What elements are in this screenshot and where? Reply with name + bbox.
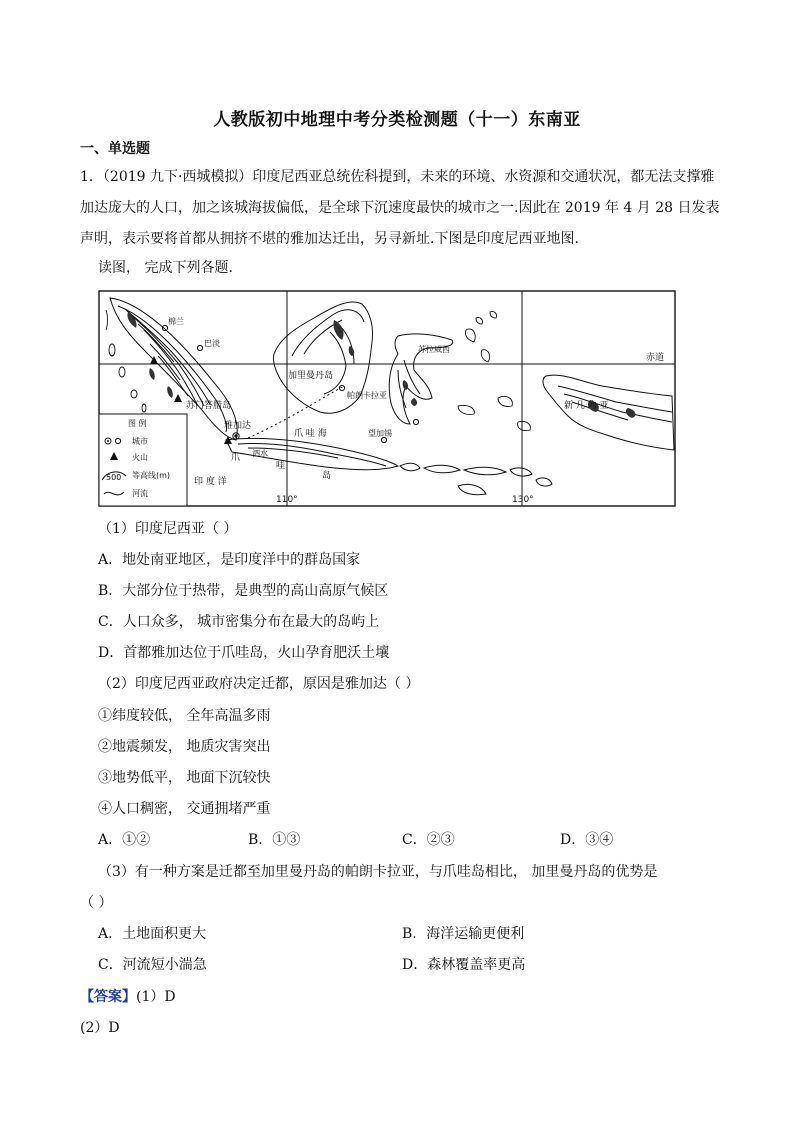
sub1-option-a: A．地处南亚地区，是印度洋中的群岛国家 <box>98 552 361 568</box>
sub-question-2-stem: （2）印度尼西亚政府决定迁都，原因是雅加达（ ） <box>98 676 420 692</box>
sub2-item-1: ①纬度较低， 全年高温多雨 <box>98 708 271 724</box>
question-1-stem: 1．（2019 九下·西城模拟）印度尼西亚总统佐科提到，未来的环境、水资源和交通状况，都无法支撑雅加达庞大的人口，加之该城海拔偏低，是全球下沉速度最快的城市之一.因此在 2019 年 4 月 28 日发表声明，表示要将首都从拥挤不堪的雅加达迁出，另寻新址.下图是印度尼西亚地图. <box>80 169 720 247</box>
map-label-java-1: 爪 <box>231 453 241 463</box>
sub1-option-d: D．首都雅加达位于爪哇岛，火山孕育肥沃土壤 <box>98 645 390 661</box>
map-label-surabaya: 泗水 <box>252 449 268 458</box>
map-label-indianocean: 印 度 洋 <box>194 477 227 487</box>
sub2-option-b: B．①③ <box>248 832 301 848</box>
legend-contour-value: 500 <box>106 473 122 482</box>
sub2-item-4: ④人口稠密， 交通拥堵严重 <box>98 801 271 817</box>
sub2-option-d: D．③④ <box>560 832 614 848</box>
legend-city: 城市 <box>132 437 148 446</box>
map-label-newguinea: 新 几 内 亚 <box>564 401 609 411</box>
sub2-option-a: A．①② <box>98 832 151 848</box>
sub3-option-a: A．土地面积更大 <box>98 926 207 942</box>
legend-volcano: 火山 <box>132 453 148 462</box>
map-label-medan: 棉兰 <box>168 317 184 326</box>
page-title: 人教版初中地理中考分类检测题（十一）东南亚 <box>213 110 581 130</box>
answer-2: (2）D <box>80 1020 120 1036</box>
map-label-sulawesi: 苏拉威西 <box>418 345 450 354</box>
sub2-item-2: ②地震频发， 地质灾害突出 <box>98 739 271 755</box>
sub2-item-3: ③地势低平， 地面下沉较快 <box>98 770 271 786</box>
sub-question-3-stem-cont: （ ） <box>80 895 113 911</box>
indonesia-map <box>98 290 676 507</box>
map-legend <box>99 414 187 506</box>
map-label-padang: 巴淡 <box>204 339 220 348</box>
map-label-palangkaraya: 帕朗卡拉亚 <box>347 391 387 400</box>
section-heading: 一、单选题 <box>80 141 150 157</box>
sub-question-1-stem: （1）印度尼西亚（ ） <box>98 521 238 537</box>
map-label-lon110: 110° <box>276 495 298 505</box>
legend-river: 河流 <box>132 489 148 498</box>
map-label-java-3: 岛 <box>322 471 332 481</box>
sub1-option-b: B．大部分位于热带，是典型的高山高原气候区 <box>98 583 389 599</box>
map-label-jakarta: 雅加达 <box>224 421 252 431</box>
map-label-sumatra: 苏门答腊岛 <box>186 401 232 411</box>
legend-contour: 等高线(m) <box>132 471 171 480</box>
map-label-kalimantan: 加里曼丹岛 <box>288 371 334 381</box>
sub-question-3-stem: （3）有一种方案是迁都至加里曼丹岛的帕朗卡拉亚，与爪哇岛相比， 加里曼丹岛的优势是 <box>98 864 658 880</box>
map-label-equator: 赤道 <box>646 353 665 363</box>
map-label-javasea: 爪 哇 海 <box>294 429 327 439</box>
legend-title: 图 例 <box>128 419 147 428</box>
sub2-option-c: C．②③ <box>402 832 455 848</box>
question-1-instruction: 读图， 完成下列各题. <box>98 260 233 276</box>
map-label-lon130: 130° <box>512 495 534 505</box>
map-label-java-2: 哇 <box>276 461 286 471</box>
sub3-option-c: C．河流短小湍急 <box>98 957 207 973</box>
answer-tag: 【答案】 <box>80 989 136 1005</box>
answer-line-1 <box>80 987 176 1007</box>
sub3-option-d: D．森林覆盖率更高 <box>402 957 526 973</box>
sub1-option-c: C．人口众多， 城市密集分布在最大的岛屿上 <box>98 614 380 630</box>
sub3-option-b: B．海洋运输更便利 <box>402 926 525 942</box>
answer-1: (1）D <box>136 989 176 1005</box>
map-label-makassar: 望加锡 <box>368 429 392 438</box>
